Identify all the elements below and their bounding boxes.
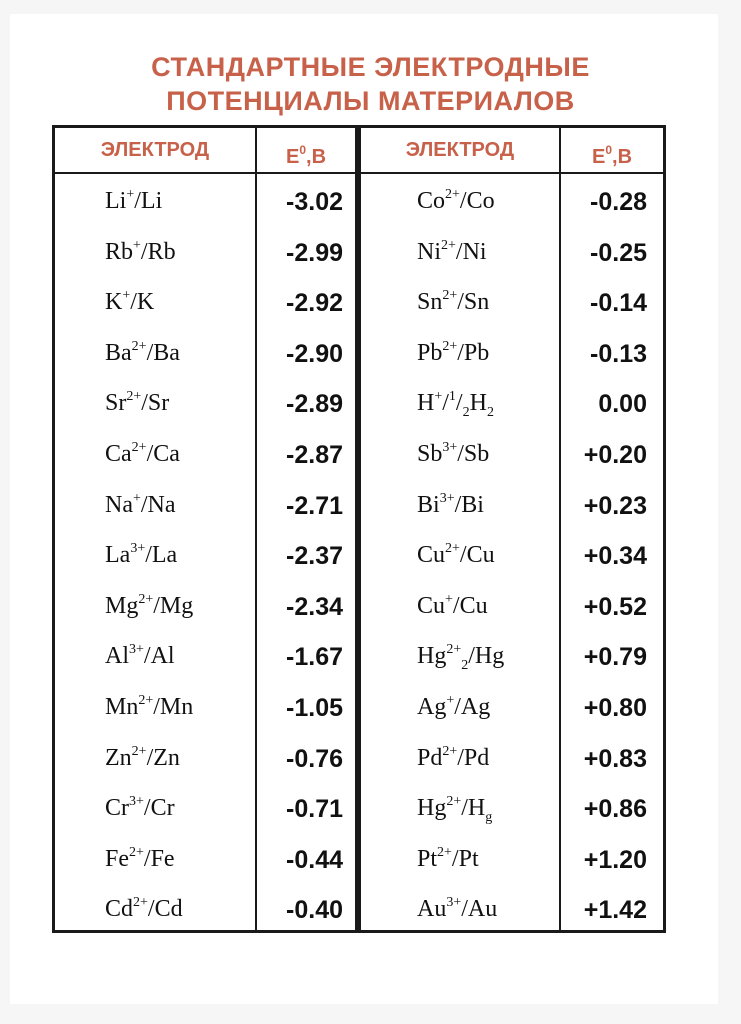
element-symbol: Fe [105, 845, 129, 872]
element-symbol: /K [130, 289, 155, 316]
potential-value: -3.02 [286, 188, 343, 216]
ion-charge: 3+ [129, 794, 144, 810]
element-symbol: /La [145, 542, 178, 569]
electrode-cell [417, 896, 497, 923]
element-symbol: Au [417, 896, 447, 923]
element-symbol: /Ag [454, 694, 491, 720]
ion-charge: + [126, 187, 135, 202]
element-symbol: /Cu [452, 592, 488, 619]
ion-charge: 2+ [437, 844, 452, 860]
superscript: 1 [448, 389, 456, 405]
element-symbol: /Fe [143, 845, 175, 872]
element-symbol: Ba [105, 339, 132, 366]
potential-value: -0.44 [286, 845, 343, 874]
table-row [55, 836, 663, 886]
element-symbol: H [417, 390, 435, 417]
element-symbol: Hg [417, 795, 447, 822]
ion-charge: 2+ [131, 440, 147, 455]
element-symbol: /Sr [141, 390, 170, 417]
ion-charge: + [434, 389, 443, 405]
element-symbol: Cu [417, 542, 446, 569]
fraction-slash: / [455, 390, 463, 417]
element-symbol: Li [105, 188, 127, 214]
table-row [55, 431, 663, 481]
potential-value: -0.13 [590, 339, 647, 368]
potential-value: -1.05 [286, 694, 343, 722]
table-row [55, 684, 663, 734]
potential-value: -2.92 [286, 289, 343, 318]
element-symbol: /Mg [153, 592, 194, 619]
ion-charge: 2+ [129, 844, 144, 860]
header-potential-sup: 0 [299, 143, 307, 157]
element-symbol: /Zn [146, 744, 180, 771]
potential-value: -2.99 [286, 238, 343, 267]
table-row [55, 279, 663, 329]
element-symbol: Cu [417, 592, 446, 619]
electrode-cell [417, 694, 490, 721]
ion-charge: 2+ [126, 389, 142, 405]
element-symbol: /Ca [146, 441, 180, 467]
element-symbol: Ag [417, 694, 447, 720]
potential-value: -2.37 [286, 542, 343, 571]
potential-value: +0.80 [583, 694, 647, 722]
ion-charge: 2+ [446, 794, 462, 810]
potential-value: -0.14 [590, 289, 647, 318]
potential-value: +0.20 [583, 441, 647, 469]
element-symbol: Zn [105, 744, 132, 771]
electrode-cell [417, 389, 494, 421]
ion-charge: + [133, 237, 141, 253]
ion-charge: 2+ [442, 288, 458, 304]
ion-charge: 2+ [131, 338, 147, 354]
element-symbol: /Cu [459, 542, 495, 569]
element-symbol: /Ni [455, 238, 487, 265]
potential-value: +1.20 [583, 845, 647, 874]
header-electrode-right: ЭЛЕКТРОД [405, 139, 515, 161]
ion-charge: 3+ [129, 642, 144, 658]
element-symbol: /Sn [457, 289, 490, 316]
element-symbol: Pt [417, 845, 438, 872]
element-symbol: /Cd [147, 896, 183, 923]
header-potential-left [257, 128, 355, 172]
electrode-cell [417, 188, 495, 215]
element-symbol: Hg [417, 643, 447, 670]
ion-charge: 2+ [442, 338, 458, 354]
title-line-2: ПОТЕНЦИАЛЫ МАТЕРИАЛОВ [166, 86, 575, 116]
element-symbol: Mn [105, 694, 139, 720]
header-potential-symbol: Е [285, 146, 300, 168]
ion-charge: 3+ [130, 541, 146, 557]
table-row [55, 178, 663, 228]
element-symbol: /Li [134, 188, 163, 214]
table-row [55, 330, 663, 380]
element-symbol: Sn [417, 289, 443, 316]
element-symbol: Sr [105, 390, 127, 417]
table-row [55, 785, 663, 835]
element-symbol: /Cr [143, 795, 175, 822]
table-row [55, 229, 663, 279]
potential-value: -0.40 [286, 896, 343, 925]
element-symbol: / [442, 390, 449, 417]
element-symbol: /Pt [451, 845, 479, 872]
element-symbol: Cr [105, 795, 129, 822]
header-potential-unit: ,В [612, 146, 633, 168]
potential-value: +0.52 [583, 592, 647, 621]
element-symbol: /Al [143, 643, 175, 670]
subscript: 2 [462, 405, 470, 421]
ion-charge: + [132, 490, 141, 506]
subscript: 2 [486, 405, 494, 421]
potential-value: +0.79 [583, 643, 647, 672]
header-electrode-left: ЭЛЕКТРОД [100, 139, 210, 161]
electrode-cell [417, 289, 489, 316]
table-row [55, 886, 663, 936]
element-symbol: /Au [461, 896, 498, 923]
element-symbol: /Hg [468, 643, 505, 670]
table-row [55, 583, 663, 633]
element-symbol: H [469, 390, 487, 417]
potential-value: -0.76 [286, 744, 343, 773]
electrode-cell [417, 239, 487, 266]
ion-charge: + [446, 693, 455, 708]
table-row [55, 735, 663, 785]
potential-value: +0.86 [583, 795, 647, 824]
table-row [55, 380, 663, 430]
element-symbol: /Pd [457, 744, 490, 771]
element-symbol: Pd [417, 744, 443, 771]
element-symbol: Pb [417, 339, 443, 366]
element-symbol: Co [417, 188, 446, 214]
potential-value: -1.67 [286, 643, 343, 672]
element-symbol: Ni [417, 238, 441, 265]
subscript: 2 [461, 658, 469, 674]
electrode-cell [417, 441, 489, 468]
table-row [55, 532, 663, 582]
element-symbol: /Co [459, 188, 495, 214]
ion-charge: 3+ [446, 895, 462, 911]
potential-value: -2.34 [286, 592, 343, 621]
element-symbol: Mg [105, 592, 139, 619]
header-potential-right [561, 128, 663, 172]
header-potential-sup: 0 [605, 143, 613, 157]
ion-charge: 2+ [131, 743, 147, 759]
element-symbol: Al [105, 643, 129, 670]
electrode-cell [417, 642, 505, 674]
potential-value: -0.28 [590, 188, 647, 216]
potential-value: -2.89 [286, 390, 343, 419]
header-potential-symbol: Е [591, 146, 606, 168]
ion-charge: 3+ [442, 440, 458, 455]
ion-charge: 2+ [446, 642, 462, 658]
potential-value: +0.23 [583, 491, 647, 520]
element-symbol: /Bi [454, 491, 484, 518]
element-symbol: Rb [105, 238, 134, 265]
element-symbol: /Mn [153, 694, 194, 720]
ion-charge: 2+ [133, 895, 148, 911]
potential-value: +1.42 [583, 896, 647, 925]
ion-charge: + [122, 288, 131, 304]
element-symbol: Ca [105, 441, 132, 467]
ion-charge: 2+ [445, 187, 460, 202]
element-symbol: Bi [417, 491, 440, 518]
element-symbol: /Na [140, 491, 176, 518]
electrode-cell [417, 794, 493, 826]
element-symbol: K [105, 289, 123, 316]
header-divider [55, 172, 663, 174]
potential-value: -2.87 [286, 441, 343, 469]
element-symbol: /Ba [146, 339, 180, 366]
element-symbol: La [105, 542, 131, 569]
ion-charge: + [445, 591, 453, 607]
element-symbol: /H [461, 795, 486, 822]
element-symbol: Sb [417, 441, 443, 467]
element-symbol: /Sb [457, 441, 490, 467]
subscript: g [485, 810, 493, 826]
element-symbol: Cd [105, 896, 134, 923]
title-line-1: СТАНДАРТНЫЕ ЭЛЕКТРОДНЫЕ [151, 52, 590, 82]
table-row [55, 482, 663, 532]
potentials-table [52, 125, 666, 933]
electrode-cell [417, 340, 489, 367]
element-symbol: /Pb [457, 339, 490, 366]
electrode-cell [417, 846, 479, 873]
element-symbol: /Rb [140, 238, 176, 265]
table-row [55, 633, 663, 683]
electrode-cell [417, 542, 495, 569]
electrode-cell [417, 745, 489, 772]
header-potential-unit: ,В [306, 146, 327, 168]
ion-charge: 2+ [138, 591, 154, 607]
potential-value: -0.71 [286, 795, 343, 824]
potential-value: -2.90 [286, 339, 343, 368]
electrode-cell [417, 593, 488, 620]
ion-charge: 2+ [445, 541, 460, 557]
electrode-cell [417, 492, 484, 519]
potential-value: 0.00 [598, 390, 647, 419]
ion-charge: 3+ [439, 490, 455, 506]
element-symbol: Na [105, 491, 133, 518]
potential-value: +0.83 [583, 744, 647, 773]
ion-charge: 2+ [441, 237, 456, 253]
ion-charge: 2+ [138, 693, 154, 708]
ion-charge: 2+ [442, 743, 458, 759]
potential-value: -0.25 [590, 238, 647, 267]
potential-value: -2.71 [286, 491, 343, 520]
potential-value: +0.34 [583, 542, 647, 571]
